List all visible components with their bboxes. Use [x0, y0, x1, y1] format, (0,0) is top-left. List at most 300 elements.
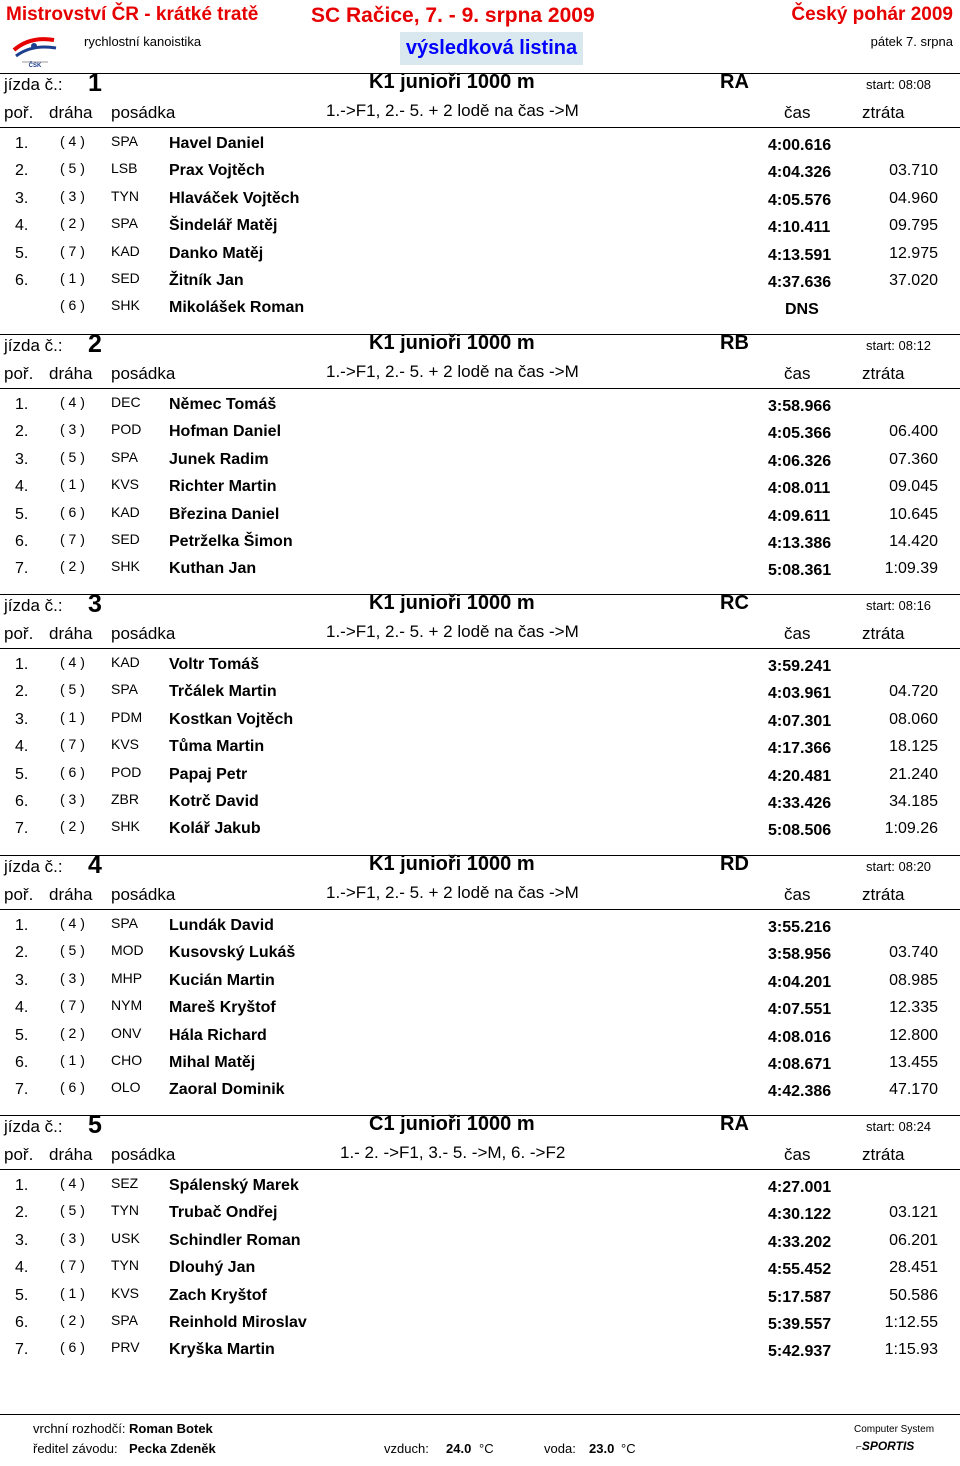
result-name: Voltr Tomáš [169, 656, 260, 673]
col-header-diff: ztráta [862, 885, 905, 904]
result-diff: 50.586 [889, 1286, 938, 1304]
race-number: 2 [88, 330, 102, 358]
result-club: SPA [111, 681, 138, 698]
race-start-time: start: 08:16 [866, 598, 932, 613]
result-time: 4:08.011 [768, 480, 831, 498]
result-name: Kotrč David [169, 793, 259, 810]
result-club: NYM [111, 997, 143, 1014]
result-name: Kostkan Vojtěch [169, 710, 294, 728]
result-club: POD [111, 421, 142, 438]
result-time: 4:13.591 [768, 246, 832, 264]
result-place: 2. [15, 683, 29, 701]
water-temp-label: voda: [544, 1441, 576, 1456]
result-row [0, 707, 960, 734]
director-name: Pecka Zdeněk [129, 1441, 216, 1456]
result-name: Lundák David [169, 917, 274, 934]
result-club: MHP [111, 969, 143, 986]
result-club: PRV [111, 1339, 140, 1356]
result-row [0, 913, 960, 940]
result-diff: 1:15.93 [884, 1341, 938, 1359]
result-name: Zaoral Dominik [169, 1081, 285, 1099]
result-place: 4. [15, 478, 29, 496]
result-diff: 12.975 [889, 244, 938, 262]
race-event: K1 junioři 1000 m [369, 592, 535, 614]
result-time: 3:59.241 [768, 658, 832, 675]
result-time: 4:37.636 [768, 274, 832, 291]
col-header-place: poř. [4, 885, 34, 904]
result-diff: 12.335 [889, 999, 938, 1017]
result-row [0, 295, 960, 322]
result-place: 6. [15, 1054, 29, 1071]
result-club: TYN [111, 1257, 139, 1274]
result-row [0, 1255, 960, 1282]
system-label: Computer System [854, 1424, 935, 1435]
result-time: 5:42.937 [768, 1343, 832, 1361]
col-header-time: čas [784, 624, 811, 643]
result-row [0, 652, 960, 679]
result-row [0, 502, 960, 529]
result-diff: 09.795 [889, 217, 938, 235]
result-place: 6. [15, 272, 29, 289]
result-lane: ( 1 ) [60, 270, 85, 286]
result-lane: ( 3 ) [60, 969, 85, 986]
result-lane: ( 5 ) [60, 448, 85, 465]
race-progression: 1.->F1, 2.- 5. + 2 lodě na čas ->M [326, 883, 579, 902]
result-name: Dlouhý Jan [169, 1259, 256, 1277]
result-time: 4:13.386 [768, 535, 832, 552]
result-lane: ( 2 ) [60, 215, 85, 232]
result-time: 4:08.671 [768, 1056, 832, 1073]
result-row [0, 679, 960, 706]
result-club: ZBR [111, 791, 139, 807]
col-header-lane: dráha [49, 1145, 93, 1164]
result-diff: 12.800 [889, 1026, 938, 1044]
result-name: Trubač Ondřej [169, 1204, 278, 1222]
result-lane: ( 3 ) [60, 791, 85, 807]
championship-title: Mistrovství ČR - krátké tratě [6, 4, 259, 25]
result-name: Mareš Kryštof [169, 999, 276, 1017]
result-diff: 13.455 [889, 1054, 938, 1071]
race-event: K1 junioři 1000 m [369, 853, 535, 875]
col-header-lane: dráha [49, 364, 93, 383]
result-lane: ( 5 ) [60, 942, 85, 959]
result-place: 1. [15, 396, 29, 413]
race-number-label: jízda č.: [4, 857, 63, 876]
race-code: RA [720, 1113, 749, 1135]
result-place: 2. [15, 162, 29, 180]
race-start-time: start: 08:24 [866, 1119, 932, 1134]
result-lane: ( 1 ) [60, 1052, 85, 1068]
result-row [0, 241, 960, 268]
result-lane: ( 6 ) [60, 763, 85, 780]
air-temp-value: 24.0 [446, 1441, 472, 1456]
result-place: 7. [15, 1081, 29, 1099]
result-diff: 08.985 [889, 971, 938, 989]
result-place: 3. [15, 450, 29, 468]
result-club: TYN [111, 187, 139, 204]
result-time: 4:05.366 [768, 425, 832, 443]
race-progression: 1.->F1, 2.- 5. + 2 lodě na čas ->M [326, 622, 579, 641]
judge-label: vrchní rozhodčí: [33, 1421, 126, 1436]
result-lane: ( 2 ) [60, 558, 85, 575]
result-time: 4:55.452 [768, 1261, 832, 1279]
result-place: 1. [15, 656, 29, 673]
result-diff: 06.201 [889, 1231, 938, 1249]
result-row [0, 940, 960, 967]
result-row [0, 186, 960, 213]
result-club: SED [111, 270, 140, 286]
result-row [0, 1023, 960, 1050]
race-block [0, 69, 960, 325]
col-header-place: poř. [4, 364, 34, 383]
sportis-logo [856, 1439, 914, 1453]
result-club: OLO [111, 1079, 141, 1096]
result-club: POD [111, 763, 142, 780]
race-progression: 1.- 2. ->F1, 3.- 5. ->M, 6. ->F2 [340, 1143, 566, 1162]
result-name: Zach Kryštof [169, 1286, 267, 1304]
water-temp-value: 23.0 [589, 1441, 615, 1456]
result-diff: 10.645 [889, 505, 938, 523]
result-time: 4:07.301 [768, 712, 832, 730]
result-row [0, 968, 960, 995]
result-time: 4:27.001 [768, 1179, 832, 1196]
result-club: SPA [111, 448, 138, 465]
result-place: 4. [15, 999, 29, 1017]
result-place: 1. [15, 1177, 29, 1194]
result-club: SPA [111, 133, 138, 149]
result-club: SPA [111, 915, 138, 931]
race-start-time: start: 08:08 [866, 77, 932, 92]
result-name: Schindler Roman [169, 1231, 301, 1249]
result-row [0, 447, 960, 474]
header-divider [0, 1169, 960, 1170]
result-club: KAD [111, 242, 140, 259]
result-name: Kolář Jakub [169, 820, 261, 838]
result-club: KVS [111, 736, 140, 753]
result-time: 4:20.481 [768, 767, 832, 785]
air-temp-unit: °C [479, 1441, 494, 1456]
result-diff: 03.121 [889, 1204, 938, 1222]
result-time: 4:06.326 [768, 452, 832, 470]
race-number-label: jízda č.: [4, 1117, 63, 1136]
result-time: 5:08.361 [768, 562, 832, 580]
result-place: 1. [15, 135, 29, 152]
race-code: RA [720, 71, 749, 93]
result-name: Kucián Martin [169, 971, 275, 989]
sportis-brand: SPORTIS [861, 1439, 915, 1453]
result-lane: ( 6 ) [60, 503, 85, 520]
footer-divider [0, 1414, 960, 1415]
col-header-lane: dráha [49, 103, 93, 122]
result-diff: 47.170 [889, 1081, 938, 1099]
discipline-label: rychlostní kanoistika [84, 34, 202, 49]
result-time: 5:08.506 [768, 822, 832, 840]
result-row [0, 1283, 960, 1310]
result-lane: ( 5 ) [60, 160, 85, 177]
result-name: Hofman Daniel [169, 423, 282, 441]
result-lane: ( 4 ) [60, 1175, 85, 1191]
result-name: Kryška Martin [169, 1341, 275, 1359]
race-progression: 1.->F1, 2.- 5. + 2 lodě na čas ->M [326, 362, 579, 381]
result-diff: 34.185 [889, 793, 938, 810]
result-lane: ( 7 ) [60, 531, 85, 547]
result-lane: ( 7 ) [60, 1257, 85, 1274]
result-diff: 03.740 [889, 944, 938, 962]
result-diff: 1:09.39 [884, 560, 938, 578]
result-row [0, 789, 960, 816]
result-lane: ( 6 ) [60, 297, 85, 314]
result-lane: ( 4 ) [60, 915, 85, 931]
race-code: RB [720, 332, 749, 354]
result-row [0, 1173, 960, 1200]
result-time: 4:07.551 [768, 1001, 832, 1019]
result-diff: 03.710 [889, 162, 938, 180]
header-divider [0, 388, 960, 389]
result-name: Hlaváček Vojtěch [169, 189, 300, 207]
result-club: ONV [111, 1024, 142, 1041]
race-event: C1 junioři 1000 m [369, 1113, 535, 1135]
result-diff: 06.400 [889, 423, 938, 441]
race-progression: 1.->F1, 2.- 5. + 2 lodě na čas ->M [326, 101, 579, 120]
result-list-label: výsledková listina [400, 32, 583, 65]
result-place: 6. [15, 533, 29, 550]
race-block [0, 851, 960, 1107]
result-time: 4:10.411 [768, 219, 831, 237]
result-club: SPA [111, 215, 138, 232]
result-row [0, 995, 960, 1022]
result-time: 5:39.557 [768, 1316, 832, 1333]
result-diff: 04.960 [889, 189, 938, 207]
result-lane: ( 3 ) [60, 1229, 85, 1246]
result-club: SED [111, 531, 140, 547]
result-name: Spálenský Marek [169, 1177, 299, 1194]
result-diff: 18.125 [889, 738, 938, 756]
result-name: Tůma Martin [169, 738, 265, 756]
water-temp-unit: °C [621, 1441, 636, 1456]
col-header-diff: ztráta [862, 624, 905, 643]
race-number-label: jízda č.: [4, 596, 63, 615]
race-number-label: jízda č.: [4, 75, 63, 94]
result-row [0, 158, 960, 185]
result-name: Mihal Matěj [169, 1054, 256, 1071]
col-header-diff: ztráta [862, 103, 905, 122]
result-name: Šindelář Matěj [169, 217, 278, 235]
col-header-diff: ztráta [862, 1145, 905, 1164]
race-event: K1 junioři 1000 m [369, 332, 535, 354]
result-lane: ( 4 ) [60, 133, 85, 149]
result-club: SEZ [111, 1175, 139, 1191]
cup-title: Český pohár 2009 [791, 4, 953, 25]
result-diff: 1:09.26 [884, 820, 938, 838]
result-place: 6. [15, 1314, 29, 1331]
result-lane: ( 2 ) [60, 818, 85, 835]
result-name: Junek Radim [169, 450, 269, 468]
federation-logo [10, 28, 60, 68]
result-row [0, 816, 960, 843]
result-club: CHO [111, 1052, 143, 1068]
judge-name: Roman Botek [129, 1421, 213, 1436]
result-club: SHK [111, 297, 140, 314]
result-lane: ( 5 ) [60, 1202, 85, 1219]
result-name: Richter Martin [169, 478, 277, 496]
result-row [0, 1310, 960, 1337]
result-lane: ( 3 ) [60, 421, 85, 438]
race-number: 4 [88, 851, 102, 879]
col-header-time: čas [784, 1145, 811, 1164]
result-lane: ( 3 ) [60, 187, 85, 204]
result-time: 4:42.386 [768, 1083, 832, 1101]
result-club: USK [111, 1229, 140, 1246]
result-name: Danko Matěj [169, 244, 264, 262]
result-row [0, 213, 960, 240]
result-lane: ( 7 ) [60, 242, 85, 259]
col-header-place: poř. [4, 1145, 34, 1164]
race-block [0, 1111, 960, 1367]
result-diff: 08.060 [889, 710, 938, 728]
result-place: 4. [15, 1259, 29, 1277]
result-row [0, 419, 960, 446]
col-header-lane: dráha [49, 624, 93, 643]
result-place: 7. [15, 560, 29, 578]
result-place: 7. [15, 820, 29, 838]
venue-dates: SC Račice, 7. - 9. srpna 2009 [311, 4, 595, 27]
result-row [0, 762, 960, 789]
result-lane: ( 1 ) [60, 476, 85, 493]
day-label: pátek 7. srpna [870, 34, 953, 49]
result-place: 2. [15, 944, 29, 962]
race-code: RC [720, 592, 749, 614]
result-row [0, 392, 960, 419]
col-header-time: čas [784, 364, 811, 383]
result-name: Trčálek Martin [169, 683, 277, 701]
result-diff: 28.451 [889, 1259, 938, 1277]
race-code: RD [720, 853, 749, 875]
result-row [0, 474, 960, 501]
race-number: 5 [88, 1111, 102, 1139]
race-start-time: start: 08:12 [866, 338, 932, 353]
result-row [0, 556, 960, 583]
result-row [0, 529, 960, 556]
result-time: 4:04.201 [768, 973, 832, 991]
col-header-crew: posádka [111, 885, 176, 904]
result-club: KVS [111, 476, 140, 493]
result-time: 4:05.576 [768, 191, 832, 209]
result-place: 2. [15, 1204, 29, 1222]
director-label: ředitel závodu: [33, 1441, 118, 1456]
result-name: Kusovský Lukáš [169, 944, 296, 962]
result-lane: ( 6 ) [60, 1339, 85, 1356]
result-place: 4. [15, 217, 29, 235]
result-place: 5. [15, 244, 29, 262]
result-name: Papaj Petr [169, 765, 248, 783]
race-event: K1 junioři 1000 m [369, 71, 535, 93]
result-row [0, 734, 960, 761]
header-divider [0, 909, 960, 910]
result-place: 6. [15, 793, 29, 810]
race-number: 3 [88, 590, 102, 618]
result-lane: ( 4 ) [60, 654, 85, 670]
col-header-crew: posádka [111, 624, 176, 643]
result-place: 5. [15, 1026, 29, 1044]
result-lane: ( 6 ) [60, 1079, 85, 1096]
result-time: 4:33.426 [768, 795, 832, 812]
result-row [0, 1200, 960, 1227]
result-club: TYN [111, 1202, 139, 1219]
result-place: 3. [15, 710, 29, 728]
result-diff: 04.720 [889, 683, 938, 701]
race-block [0, 590, 960, 846]
result-place: 3. [15, 971, 29, 989]
result-name: Petrželka Šimon [169, 533, 293, 550]
result-name: Němec Tomáš [169, 396, 277, 413]
result-place: 5. [15, 505, 29, 523]
result-club: MOD [111, 942, 144, 959]
result-lane: ( 4 ) [60, 394, 85, 410]
result-time: 4:08.016 [768, 1028, 832, 1046]
result-name: Kuthan Jan [169, 560, 257, 578]
result-place: 1. [15, 917, 29, 934]
result-name: Hála Richard [169, 1026, 267, 1044]
result-lane: ( 2 ) [60, 1312, 85, 1328]
svg-text:ČSK: ČSK [28, 63, 42, 68]
race-start-time: start: 08:20 [866, 859, 932, 874]
result-diff: 09.045 [889, 478, 938, 496]
result-name: Březina Daniel [169, 505, 280, 523]
result-time: 3:55.216 [768, 919, 832, 936]
result-lane: ( 7 ) [60, 736, 85, 753]
header-divider [0, 127, 960, 128]
col-header-lane: dráha [49, 885, 93, 904]
result-diff: 37.020 [889, 272, 938, 289]
result-place: 2. [15, 423, 29, 441]
result-row [0, 268, 960, 295]
result-row [0, 1337, 960, 1364]
result-name: Žitník Jan [169, 272, 244, 289]
sportis-mark-icon: ⌐ [856, 1442, 862, 1453]
col-header-time: čas [784, 885, 811, 904]
col-header-place: poř. [4, 624, 34, 643]
result-club: KAD [111, 654, 140, 670]
result-club: KVS [111, 1284, 140, 1301]
result-club: LSB [111, 160, 138, 177]
result-time: 4:30.122 [768, 1206, 832, 1224]
result-club: PDM [111, 708, 143, 725]
header-divider [0, 648, 960, 649]
result-diff: 07.360 [889, 450, 938, 468]
col-header-crew: posádka [111, 103, 176, 122]
result-place: 7. [15, 1341, 29, 1359]
result-lane: ( 2 ) [60, 1024, 85, 1041]
col-header-time: čas [784, 103, 811, 122]
result-place: 5. [15, 765, 29, 783]
result-club: SHK [111, 558, 140, 575]
result-diff: 14.420 [889, 533, 938, 550]
result-time: 4:17.366 [768, 740, 832, 758]
result-place: 4. [15, 738, 29, 756]
race-number: 1 [88, 69, 102, 97]
result-place: 3. [15, 1231, 29, 1249]
result-club: SPA [111, 1312, 138, 1328]
result-time: 3:58.956 [768, 946, 832, 964]
result-time: DNS [785, 301, 819, 319]
result-time: 4:04.326 [768, 164, 832, 182]
result-time: 4:00.616 [768, 137, 832, 154]
col-header-diff: ztráta [862, 364, 905, 383]
result-row [0, 1050, 960, 1077]
air-temp-label: vzduch: [384, 1441, 429, 1456]
race-number-label: jízda č.: [4, 336, 63, 355]
result-time: 5:17.587 [768, 1288, 832, 1306]
